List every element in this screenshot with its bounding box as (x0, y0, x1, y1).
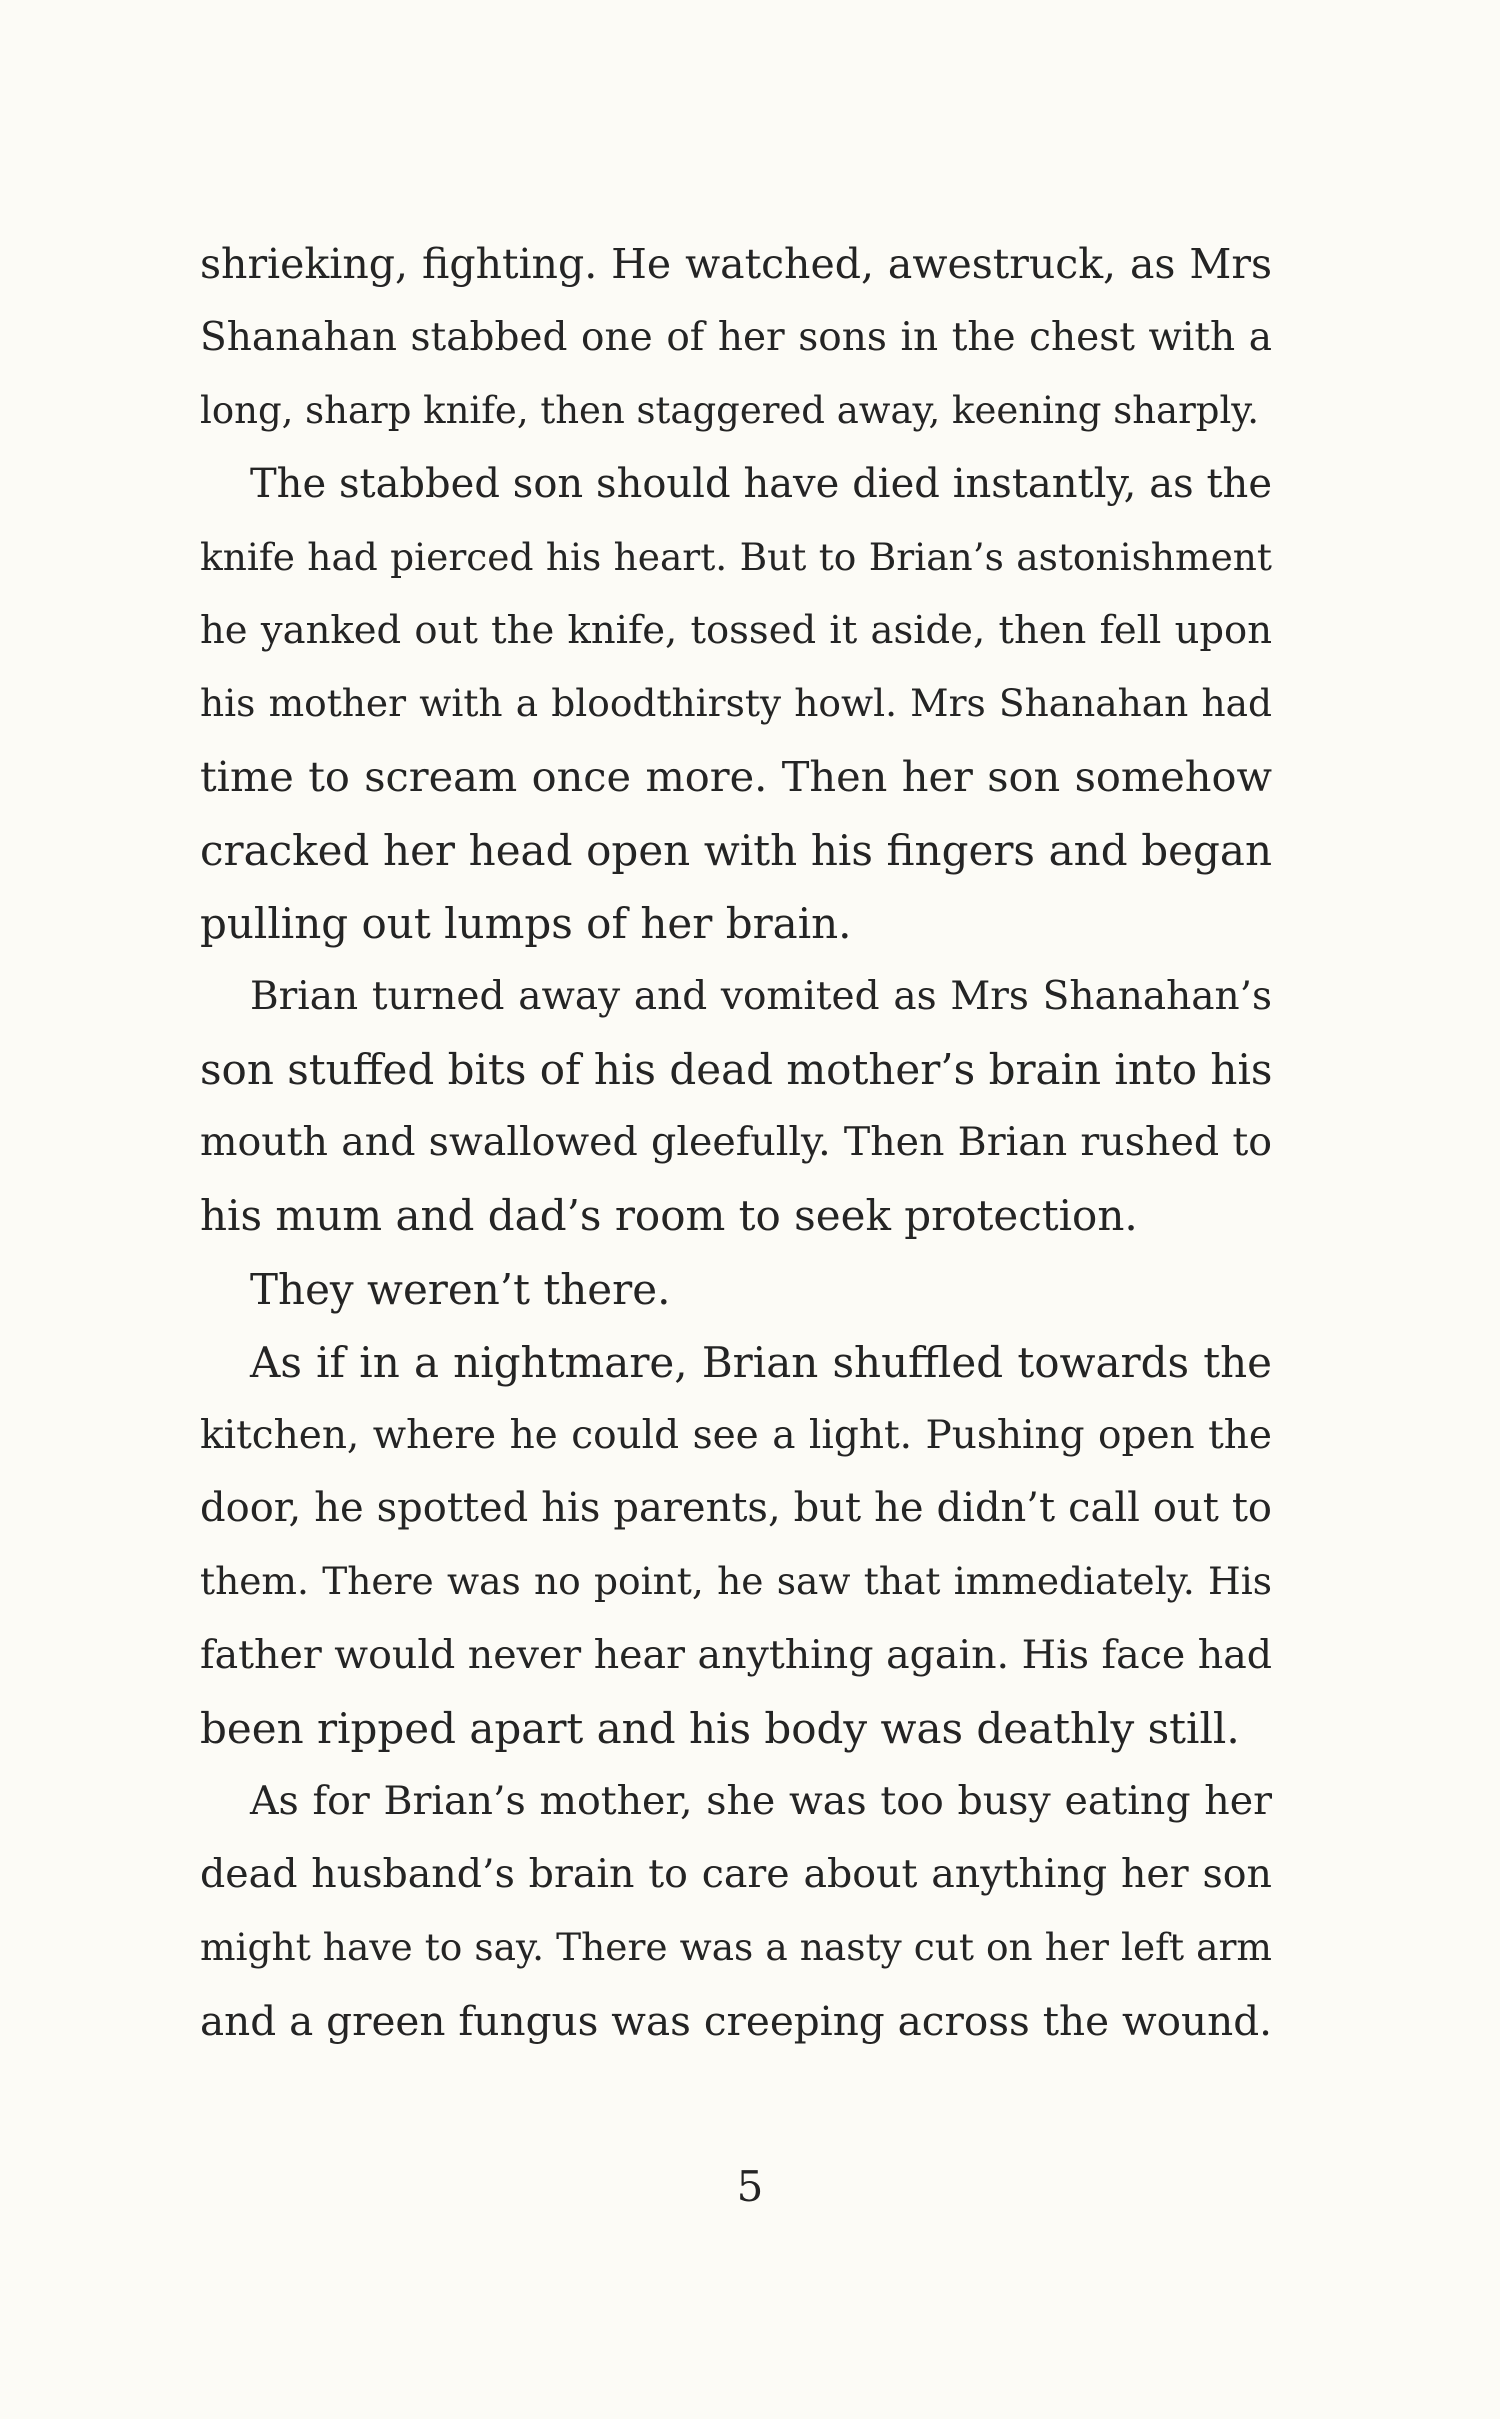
text-line: kitchen, where he could see a light. Pushing open the (200, 1413, 1272, 1458)
text-line: As if in a nightmare, Brian shuffled towards the (250, 1337, 1272, 1387)
text-line: The stabbed son should have died instantly, as the (250, 460, 1272, 507)
text-line: They weren’t there. (250, 1264, 671, 1314)
text-line: knife had pierced his heart. But to Brian’s astonishment (200, 534, 1272, 579)
text-line: Shanahan stabbed one of her sons in the chest with a (200, 315, 1272, 361)
page-number: 5 (736, 2162, 764, 2211)
text-line: pulling out lumps of her brain. (200, 898, 852, 948)
text-line: door, he spotted his parents, but he didn’t call out to (200, 1485, 1272, 1532)
text-line: them. There was no point, he saw that immediately. His (200, 1559, 1272, 1604)
text-line: long, sharp knife, then staggered away, keening sharply. (200, 389, 1260, 433)
text-line: been ripped apart and his body was deathly still. (200, 1703, 1240, 1753)
text-line: and a green fungus was creeping across the wound. (200, 1996, 1272, 2045)
text-line: As for Brian’s mother, she was too busy eating her (250, 1777, 1272, 1824)
text-line: he yanked out the knife, tossed it aside, then fell upon (200, 607, 1272, 653)
text-line: cracked her head open with his fingers and began (200, 825, 1272, 875)
text-line: shrieking, fighting. He watched, awestruck, as Mrs (200, 240, 1272, 288)
text-line: son stuffed bits of his dead mother’s brain into his (200, 1045, 1273, 1095)
text-line: his mother with a bloodthirsty howl. Mrs Shanahan had (200, 681, 1272, 726)
text-line: his mum and dad’s room to seek protection. (200, 1191, 1138, 1241)
text-line: father would never hear anything again. His face had (200, 1631, 1273, 1678)
text-line: time to scream once more. Then her son somehow (200, 752, 1272, 802)
text-line: Brian turned away and vomited as Mrs Shanahan’s (250, 973, 1272, 1019)
body-text (200, 228, 1272, 2058)
text-line: dead husband’s brain to care about anything her son (200, 1851, 1272, 1898)
text-line: might have to say. There was a nasty cut on her left arm (200, 1925, 1272, 1970)
text-line: mouth and swallowed gleefully. Then Brian rushed to (200, 1119, 1272, 1166)
